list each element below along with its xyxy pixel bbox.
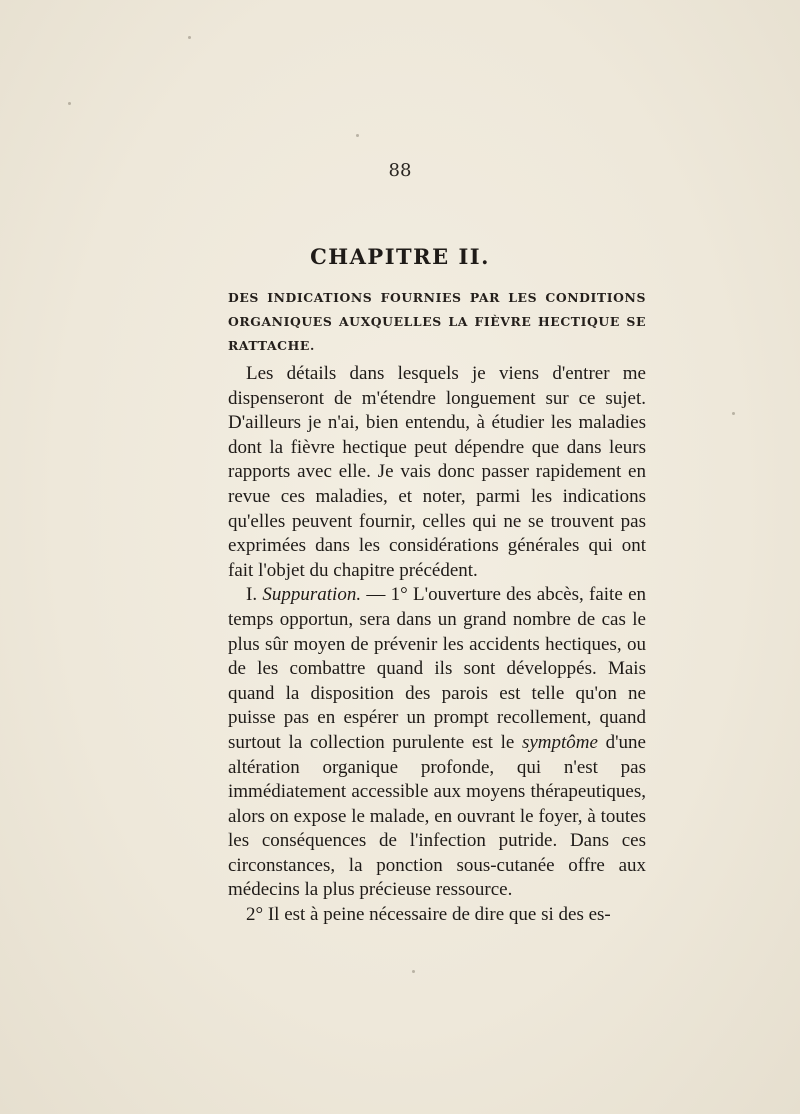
italic-term: symptôme	[521, 731, 598, 753]
body-text	[228, 362, 646, 928]
page-number: 88	[388, 160, 412, 181]
paper-speck	[356, 134, 359, 137]
section-title: Suppuration.	[262, 584, 362, 606]
paragraph-text: — 1° L'ouverture des abcès, faite en temps opportun, sera dans un grand nombre de cas le plus sûr moyen de prévenir les accidents hectiques, ou de les combattre quand ils sont développés. Mais quand la disposition des parois est telle qu'on ne puisse pas en espérer un prompt recollement, quand surtout la collection purulente est le	[228, 584, 646, 753]
paragraph-text: d'une altération organique profonde, qui n'est pas immédiatement accessible aux moyens thérapeutiques, alors on expose le malade, en ouvrant le foyer, à toutes les conséquences de l'infection putride. Dans ces circonstances, la ponction sous-cutanée offre aux médecins la plus précieuse ressource.	[228, 731, 646, 901]
paper-speck	[412, 970, 415, 973]
paper-speck	[68, 102, 71, 105]
chapter-subtitle: DES INDICATIONS FOURNIES PAR LES CONDITIONS ORGANIQUES AUXQUELLES LA FIÈVRE HECTIQUE SE RATTACHE.	[228, 290, 646, 353]
paragraph-intro: Les détails dans lesquels je viens d'entrer me dispenseront de m'étendre longuement sur ce sujet. D'ailleurs je n'ai, bien entendu, à étudier les maladies dont la fièvre hectique peut dépendre que dans leurs rapports avec elle. Je vais donc passer rapidement en revue ces maladies, et noter, parmi les indications qu'elles peuvent fournir, celles qui ne se trouvent pas exprimées dans les considérations générales qui ont fait l'objet du chapitre précédent.	[228, 363, 646, 581]
paragraph-second-point: 2° Il est à peine nécessaire de dire que si des es-	[246, 904, 611, 926]
section-number: I.	[246, 584, 258, 606]
paper-speck	[732, 412, 735, 415]
chapter-title: CHAPITRE II.	[310, 244, 490, 269]
paragraph-suppuration	[228, 583, 646, 903]
paper-speck	[188, 36, 191, 39]
